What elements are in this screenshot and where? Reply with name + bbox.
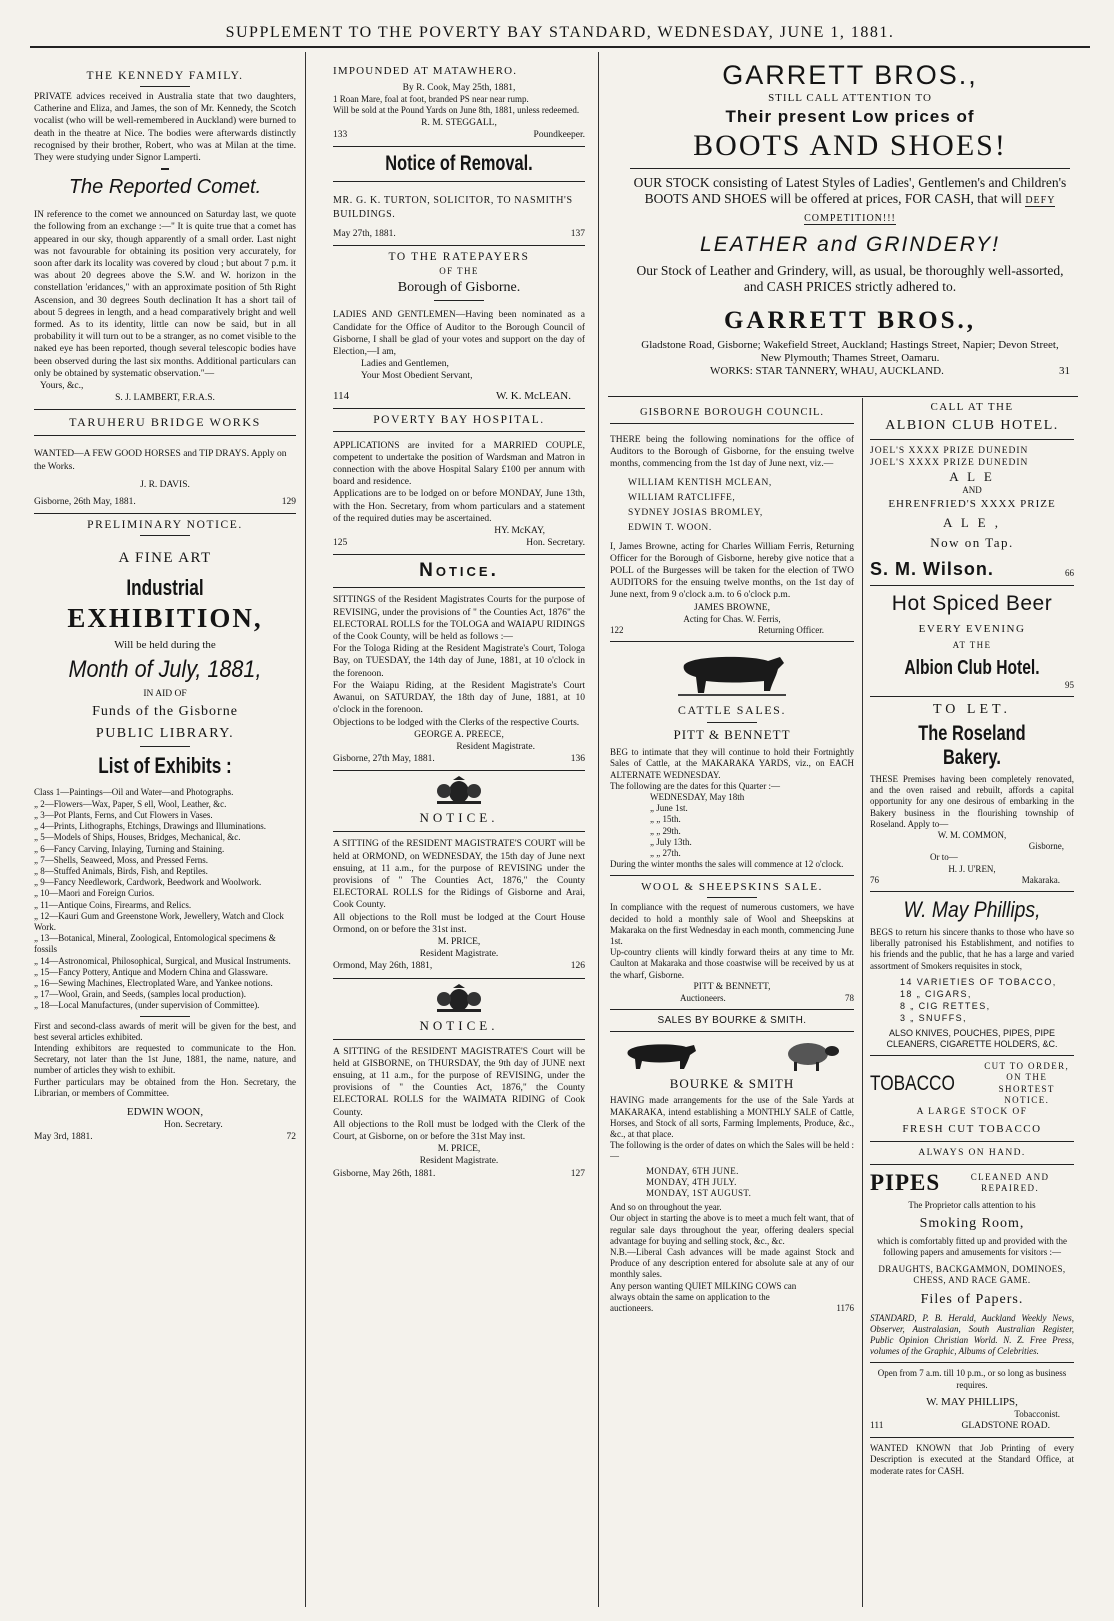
wool-p2: Up-country clients will kindly forward theirs at any time to Mr. Caulton at Makaraka and those coastwise will be received by us at the wharf, Gisborne. (610, 947, 854, 980)
hospital-num: 125 (333, 538, 348, 549)
exhibition-industrial: Industrial (126, 575, 204, 601)
exhibit-class: „ 12—Kauri Gum and Greenstone Work, Jewellery, Watch and Clock Work. (34, 910, 284, 932)
rule (870, 585, 1074, 586)
bourke-p2: The following is the order of dates on which the Sales will be held :— (610, 1140, 854, 1162)
comet-title: The Reported Comet. (68, 176, 262, 199)
notice3-date: Gisborne, May 26th, 1881. (333, 1168, 436, 1179)
rule (870, 439, 1074, 440)
bourke-dates (610, 1166, 854, 1200)
garrett-addr: Gladstone Road, Gisborne; Wakefield Street, Auckland; Hastings Street, Napier; Devon Street, New Plymouth; Thames Street, Oamaru. (641, 339, 1059, 364)
royal-arms-icon (429, 776, 489, 806)
exhibit-class: „ 7—Shells, Seaweed, Moss, and Pressed Ferns. (34, 854, 208, 865)
bourke-text: HAVING made arrangements for the use of the Sale Yards at MAKARAKA, intend establishing a MONTHLY SALE of Cattle, Horses, and Stock of all sorts, Farming Implements, Produce, &c., &c., at that place. (610, 1095, 854, 1139)
exhibit-class: „ 9—Fancy Needlework, Cardwork, Beedwork and Woolwork. (34, 877, 262, 888)
albion-call: CALL AT THE (930, 401, 1014, 413)
spiced-title: Hot Spiced Beer (891, 591, 1053, 615)
albion-joel2: JOEL'S XXXX PRIZE DUNEDIN (870, 458, 1029, 469)
exhibition-month: Month of July, 1881, (68, 656, 262, 684)
phillips-also: ALSO KNIVES, POUCHES, PIPES, PIPE CLEANERS, CIGARETTE HOLDERS, &C. (886, 1027, 1058, 1050)
wool-num: 78 (845, 993, 854, 1004)
bourke-p6: Any person wanting QUIET MILKING COWS can always obtain the same on application to the auctioneers. (610, 1280, 797, 1313)
hospital-role: Hon. Secretary. (526, 538, 585, 549)
phillips-fresh: FRESH CUT TOBACCO (902, 1123, 1042, 1136)
phillips-text: BEGS to return his sincere thanks to those who have so liberally patronised his Establishment, and notifies to his friends and the public, that he has a large and varied assortment of Smokers requisites in stock, (870, 927, 1074, 971)
garrett-stock (630, 175, 1070, 227)
cattle-winter: During the winter months the sales will commence at 12 o'clock. (610, 859, 844, 870)
notice1-text: SITTINGS of the Resident Magistrates Courts for the purpose of REVISING, under the provisions of " the Counties Act, 1876" the ELECTORAL ROLLS for the TOLOGA and WAIAPU RIDINGS of the Cook County, will be held as follows :— (333, 595, 585, 643)
rule (333, 245, 585, 246)
taruheru-text: WANTED—A FEW GOOD HORSES and TIP DRAYS. Apply on the Works. (34, 449, 287, 472)
notice2-text: A SITTING of the RESIDENT MAGISTRATE'S COURT will be held at ORMOND, on WEDNESDAY, the 15th day of June next ensuing, at 11 a.m., for the purpose of REVISING under the provisions of " The Counties Act, 1876," the County ELECTORAL ROLLS for the Ridings of Gisborne and Arai, Cook County. (333, 839, 585, 911)
garrett-num: 31 (1059, 365, 1070, 377)
spiced-at: AT THE (952, 639, 992, 650)
rule (630, 168, 1070, 169)
albion-joel-block (870, 445, 1074, 469)
council-role: Acting for Chas. W. Ferris, (683, 613, 781, 624)
impounded-by: By R. Cook, May 25th, 1881, (402, 83, 516, 93)
council-name: EDWIN T. WOON. (628, 522, 712, 533)
bull-icon (672, 647, 792, 699)
exhibition-funds: Funds of the Gisborne (92, 704, 238, 720)
phillips-line: 18 „ CIGARS, (900, 988, 972, 999)
phillips-addr: GLADSTONE ROAD. (961, 1420, 1050, 1431)
bakery-num: 76 (870, 874, 879, 885)
phillips-cleaned: CLEANED AND REPAIRED. (970, 1172, 1050, 1194)
ratepayers-title: TO THE RATEPAYERS (388, 251, 530, 264)
hospital-title: POVERTY BAY HOSPITAL. (373, 413, 545, 426)
rule (610, 1009, 854, 1010)
rule (870, 1437, 1074, 1438)
exhibit-class: „ 4—Prints, Lithographs, Etchings, Drawings and Illuminations. (34, 821, 266, 832)
exhibition-date: May 3rd, 1881. (34, 1132, 93, 1143)
exhibit-class: „ 2—Flowers—Wax, Paper, S ell, Wool, Leather, &c. (34, 798, 227, 809)
notice1-sign: GEORGE A. PREECE, (414, 729, 504, 740)
albion-wilson: S. M. Wilson. (870, 558, 994, 579)
phillips-title: W. May Phillips, (903, 897, 1041, 923)
phillips-sign: W. MAY PHILLIPS, (926, 1395, 1018, 1408)
notice2-title: NOTICE. (419, 810, 499, 826)
exhibit-class: „ 11—Antique Coins, Firearms, and Relics. (34, 899, 192, 910)
sheep-icon (780, 1037, 842, 1073)
animal-illustrations (610, 1037, 854, 1073)
notice3-sign: M. PRICE, (437, 1144, 481, 1155)
bakery-text: THESE Premises having been completely renovated, and the oven raised and rebuilt, affords a capital opportunity for any one desirous of embarking in the Bakery business in the flourishing township of Roseland. Apply to— (870, 774, 1074, 829)
garrett-still: STILL CALL ATTENTION TO (768, 92, 932, 104)
bourke-date: MONDAY, 6TH JUNE. (646, 1165, 739, 1176)
council-title: GISBORNE BOROUGH COUNCIL. (640, 407, 824, 418)
dash (140, 86, 190, 87)
cattle-date: „ „ 27th. (650, 848, 681, 859)
bakery-a1b: Gisborne, (1028, 841, 1064, 852)
notice3-num: 127 (570, 1168, 585, 1179)
removal-title: Notice of Removal. (385, 152, 533, 176)
bourke-p4: Our object in starting the above is to meet a much felt want, that of regular sale days throughout the year, offering dealers special advantage for buying and selling stock, &c., &c. (610, 1213, 854, 1246)
rule (333, 587, 585, 588)
exhibition-awards: First and second-class awards of merit will be given for the best, and best several articles exhibited. (34, 1020, 296, 1042)
garrett-stock-text: OUR STOCK consisting of Latest Styles of Ladies', Gentlemen's and Children's BOOTS AND SHOES will be offered at prices, FOR CASH, that will (633, 175, 1067, 206)
column-divider (598, 52, 599, 1607)
rule (608, 396, 1078, 397)
cattle-date: „ „ 15th. (650, 814, 681, 825)
dash (707, 897, 757, 898)
exhibit-class: „ 5—Models of Ships, Houses, Bridges, Mechanical, &c. (34, 832, 241, 843)
hospital-sign: HY. McKAY, (494, 526, 545, 537)
notice1-title: Notice. (419, 560, 499, 582)
phillips-always: ALWAYS ON HAND. (918, 1148, 1026, 1159)
impounded-role: Poundkeeper. (533, 129, 585, 140)
hospital-text2: Applications are to be lodged on or before MONDAY, June 13th, with the Hon. Secretary, from whom particulars and a statement of the required duties may be ascertained. (333, 489, 585, 524)
council-text: THERE being the following nominations for the office of Auditors to the Borough of Gisborne, for the ensuing twelve months, commencing from the 1st day of June next, viz.— (610, 435, 854, 470)
exhibition-inaid: IN AID OF (143, 689, 187, 700)
wool-title: WOOL & SHEEPSKINS SALE. (641, 881, 823, 894)
rule (333, 978, 585, 979)
wool-sign: PITT & BENNETT, (693, 981, 771, 992)
bourke-date: MONDAY, 1ST AUGUST. (646, 1187, 752, 1198)
council-sign: JAMES BROWNE, (693, 602, 770, 613)
rule (870, 1055, 1074, 1056)
rule (870, 1164, 1074, 1165)
rule (870, 1141, 1074, 1142)
cattle-date: WEDNESDAY, May 18th (650, 792, 745, 803)
ratepayers-of: OF THE (439, 266, 479, 277)
phillips-large: A LARGE STOCK OF (916, 1107, 1028, 1118)
phillips-cut: CUT TO ORDER, ON THE SHORTEST NOTICE. (984, 1061, 1070, 1105)
notice1-num: 136 (570, 754, 585, 765)
garrett-title: GARRETT BROS., (722, 60, 978, 90)
ratepayers-l2: Your Most Obedient Servant, (361, 371, 473, 382)
wool-role: Auctioneers. (680, 993, 726, 1004)
phillips-which: which is comfortably fitted up and provided with the following papers and amusements for visitors :— (877, 1235, 1067, 1257)
council-name: WILLIAM KENTISH MCLEAN, (628, 477, 772, 488)
rule (333, 408, 585, 409)
phillips-games: DRAUGHTS, BACKGAMMON, DOMINOES, CHESS, AND RACE GAME. (878, 1264, 1066, 1286)
impounded-item: 1 Roan Mare, foal at foot, branded PS near near rump. (333, 94, 529, 105)
ratepayers-sign: W. K. McLEAN. (495, 389, 571, 402)
council-p2: I, James Browne, acting for Charles William Ferris, Returning Officer for the Borough of Gisborne, hereby give notice that a POLL of the Burgesses will be taken for the election of TWO AUDITORS for the ensuing twelve months, on the 1st day of June next, from 9 o'clock a.m. to 6 o'clock p.m. (610, 541, 854, 601)
council-name: SYDNEY JOSIAS BROMLEY, (628, 507, 763, 518)
taruheru-title: TARUHERU BRIDGE WORKS (69, 415, 261, 430)
exhibits-list-title: List of Exhibits : (98, 753, 232, 779)
notice3-p2: All objections to the Roll must be lodged with the Clerk of the Court, at Gisborne, on or before the 31st May inst. (333, 1119, 585, 1142)
bakery-a2: H. J. U'REN, (948, 863, 996, 874)
cattle-dates (610, 792, 854, 859)
ratepayers-l1: Ladies and Gentlemen, (361, 359, 449, 370)
wool-text: In compliance with the request of numerous customers, we have decided to hold a monthly sale of Wool and Sheepskins at Makaraka on the first Wednesday in each month, commencing June 1st. (610, 902, 854, 947)
rule (333, 770, 585, 771)
phillips-pipes: PIPES (870, 1170, 941, 1196)
impounded-num: 133 (333, 129, 348, 140)
bourke-p3: And so on throughout the year. (610, 1202, 722, 1213)
impounded-sold: Will be sold at the Pound Yards on June 8th, 1881, unless redeemed. (333, 105, 580, 116)
rule (610, 875, 854, 876)
comet-sign: S. J. LAMBERT, F.R.A.S. (115, 393, 215, 404)
ratepayers-num: 114 (333, 389, 350, 402)
cattle-date: „ July 13th. (650, 836, 692, 847)
kennedy-text: PRIVATE advices received in Australia state that two daughters, Catherine and Eliza, and James, the son of Mr. Kennedy, the Scotch vocalist (who will be well-remembered in Auckland) were burned to death in the theatre at Nice. The bodies were afterwards distinctly recognised by their brother, Robert, who was at Milan at the time. They were studying under Signor Lamperti. (34, 92, 296, 164)
bakery-a1: W. M. COMMON, (937, 830, 1007, 841)
hospital-text: APPLICATIONS are invited for a MARRIED COUPLE, competent to undertake the position of Wardsman and Matron in connection with the above Hospital Salary £100 per annum with board and residence. (333, 440, 585, 488)
notice3-text: A SITTING of the RESIDENT MAGISTRATE'S Court will be held at GISBORNE, on THURSDAY, the 9th day of JUNE next ensuing, at 11 a.m., for the purpose of REVISING, under the provisions of " the Counties Act, 1876," the County ELECTORAL ROLLS for the WAIMATA RIDING of Cook County. (333, 1046, 585, 1118)
garrett-stock2: Our Stock of Leather and Grindery, will, as usual, be thoroughly well-assorted, and CASH PRICES strictly adhered to. (636, 263, 1064, 294)
phillips-lines (870, 976, 1074, 1024)
notice1-date: Gisborne, 27th May, 1881. (333, 754, 435, 765)
rule (333, 554, 585, 555)
column-2 (333, 54, 585, 1614)
removal-date: May 27th, 1881. (333, 229, 396, 240)
cattle-firm: PITT & BENNETT (673, 727, 791, 743)
spiced-every: EVERY EVENING (918, 622, 1026, 635)
column-divider (305, 52, 306, 1607)
notice2-num: 126 (570, 961, 585, 972)
garrett-present: Their present Low prices of (725, 107, 975, 126)
phillips-proprietor: The Proprietor calls attention to his (908, 1200, 1036, 1211)
royal-arms-icon (429, 984, 489, 1014)
exhibition-title: EXHIBITION, (67, 603, 263, 634)
albion-and: AND (962, 485, 982, 496)
bakery-a2b: Makaraka. (1021, 874, 1060, 885)
exhibit-class: „ 8—Stuffed Animals, Birds, Fish, and Reptiles. (34, 865, 208, 876)
exhibition-intending: Intending exhibitors are requested to communicate to the Hon. Secretary, not later than the 1st June, 1881, the name, nature, and number of articles they wish to exhibit. (34, 1042, 296, 1076)
exhibition-library: PUBLIC LIBRARY. (95, 726, 235, 742)
notice1-p3: For the Waiapu Riding, at the Resident Magistrate's Court Awanui, on SATURDAY, the 18th day of June, 1881, at 10 o'clock in the forenoon. (333, 680, 585, 716)
notice3-role: Resident Magistrate. (419, 1156, 499, 1167)
cattle-date: „ June 1st. (650, 803, 688, 814)
albion-ale2: A L E , (942, 514, 1002, 530)
exhibit-class: „ 6—Fancy Carving, Inlaying, Turning and Staining. (34, 843, 225, 854)
albion-ale: A L E (949, 469, 995, 485)
dash (161, 168, 169, 170)
prelim-notice: PRELIMINARY NOTICE. (87, 519, 243, 532)
exhibition-fine-art: A FINE ART (118, 550, 212, 567)
garrett-title2: GARRETT BROS., (723, 307, 976, 334)
exhibit-class: „ 14—Astronomical, Philosophical, Surgical, and Musical Instruments. (34, 955, 291, 966)
garrett-advert (630, 54, 1070, 394)
phillips-line: 3 „ SNUFFS, (900, 1012, 967, 1023)
phillips-files: Files of Papers. (920, 1291, 1024, 1307)
exhibit-class: „ 15—Fancy Pottery, Antique and Modern China and Glassware. (34, 966, 268, 977)
exhibition-num: 72 (286, 1132, 296, 1143)
notice3-title: NOTICE. (419, 1017, 499, 1033)
impounded-title: IMPOUNDED AT MATAWHERO. (333, 65, 518, 77)
rule (610, 423, 854, 424)
rule (34, 409, 296, 410)
albion-ehren: EHRENFRIED'S XXXX PRIZE (888, 497, 1056, 510)
cattle-dates-intro: The following are the dates for this Quarter :— (610, 780, 780, 791)
masthead-rule (30, 46, 1090, 48)
exhibit-class: „ 18—Local Manufactures, (under supervision of Committee). (34, 1000, 260, 1011)
bourke-title: SALES BY BOURKE & SMITH. (657, 1015, 807, 1027)
albion-club: ALBION CLUB HOTEL. (885, 418, 1059, 433)
exhibit-class: „ 16—Sewing Machines, Electroplated Ware, and Yankee notions. (34, 977, 273, 988)
phillips-smoking: Smoking Room, (919, 1215, 1025, 1231)
albion-tap: Now on Tap. (930, 534, 1014, 550)
exhibit-class: Class 1—Paintings—Oil and Water—and Photographs. (34, 787, 234, 798)
rule (34, 513, 296, 514)
column-4 (870, 400, 1074, 1614)
council-name: WILLIAM RATCLIFFE, (628, 492, 736, 503)
albion-num: 66 (1065, 568, 1074, 579)
phillips-open: Open from 7 a.m. till 10 p.m., or so long as business requires. (877, 1368, 1067, 1390)
exhibit-class: „ 10—Maori and Foreign Curios. (34, 888, 155, 899)
kennedy-title: THE KENNEDY FAMILY. (86, 70, 244, 82)
council-role2: Returning Officer. (758, 625, 824, 636)
phillips-line: 8 „ CIG RETTES, (900, 1000, 991, 1011)
comet-yours: Yours, &c., (40, 381, 84, 392)
rule (870, 891, 1074, 892)
phillips-pipes-row (870, 1170, 1074, 1196)
wanted-text: WANTED KNOWN that Job Printing of every Description is executed at the Standard Office, at moderate rates for CASH. (870, 1443, 1074, 1476)
cattle-text: BEG to intimate that they will continue to hold their Fortnightly Sales of Cattle, at the MAKARAKA YARDS, viz., on EACH ALTERNATE WEDNESDAY. (610, 747, 854, 780)
cow-icon (622, 1037, 700, 1073)
column-divider (862, 398, 863, 1607)
bourke-firm: BOURKE & SMITH (669, 1076, 795, 1092)
phillips-line: 14 VARIETIES OF TOBACCO, (900, 976, 1057, 987)
rule (870, 696, 1074, 697)
notice1-p4: Objections to be lodged with the Clerks of the respective Courts. (333, 717, 580, 728)
rule (333, 831, 585, 832)
bakery-tolet: TO LET. (932, 702, 1012, 718)
notice1-p2: For the Tologa Riding at the Resident Magistrate's Court, Tologa Bay, on TUESDAY, the 14th day of June, 1881, at 10 o'clock in the forenoon. (333, 644, 585, 679)
column-1 (34, 54, 296, 1614)
exhibition-further: Further particulars may be obtained from the Hon. Secretary, the Librarian, or members of Committee. (34, 1076, 296, 1098)
cattle-date: „ „ 29th. (650, 825, 681, 836)
notice2-date: Ormond, May 26th, 1881, (333, 961, 433, 972)
masthead: SUPPLEMENT TO THE POVERTY BAY STANDARD, WEDNESDAY, JUNE 1, 1881. (225, 24, 895, 41)
notice2-sign: M. PRICE, (437, 936, 481, 947)
taruheru-sign: J. R. DAVIS. (140, 479, 190, 490)
council-names (610, 476, 854, 536)
notice1-role: Resident Magistrate. (456, 741, 535, 752)
exhibit-class: „ 3—Pot Plants, Ferns, and Cut Flowers in Vases. (34, 809, 213, 820)
spiced-num: 95 (1065, 679, 1074, 690)
dash (707, 722, 757, 723)
phillips-num: 111 (870, 1420, 884, 1431)
bourke-num: 1176 (836, 1302, 854, 1313)
bourke-date: MONDAY, 4TH JULY. (646, 1176, 737, 1187)
rule (610, 641, 854, 642)
dash (140, 535, 190, 536)
phillips-tobacco-row (870, 1061, 1074, 1106)
council-num: 122 (610, 625, 624, 636)
phillips-role: Tobacconist. (1014, 1408, 1060, 1419)
rule (333, 181, 585, 182)
impounded-sign: R. M. STEGGALL, (421, 117, 497, 128)
phillips-papers: STANDARD, P. B. Herald, Auckland Weekly News, Observer, Australasian, South Australian Register, Public Opinion Christian World. N. Z. Free Press, volumes of the Graphic, Albums of Celebrities. (870, 1312, 1074, 1357)
garrett-boots: BOOTS AND SHOES! (693, 129, 1007, 162)
bourke-p5: N.B.—Liberal Cash advances will be made against Stock and Produce of any description entered for absolute sale at any of our monthly sales. (610, 1246, 854, 1280)
rule (34, 435, 296, 436)
bakery-or: Or to— (930, 852, 958, 863)
exhibits-list (34, 787, 296, 1011)
exhibition-sign: EDWIN WOON, (126, 1105, 204, 1118)
rule (610, 1031, 854, 1032)
ratepayers-text: LADIES AND GENTLEMEN—Having been nominated as a Candidate for the Office of Auditor to the Borough Council of Gisborne, I shall be glad of your votes and support on the day of Election,—I am, (333, 310, 585, 358)
comet-text: IN reference to the comet we announced on Saturday last, we quote the following from an exchange :—" It is quite true that a comet has appeared in our sky, though apparently of a small order. Last night was not favourable for obtaining its position very accurately, for soon after dark its locality was covered by cloud ; but about 7 p.m. it was about 20 degrees above the S.W. and W. horizon in the constellation 'eridances," with an approximate position of 5th Right Ascension, and 30 degrees South declination It has a short tail of about 5 degrees in length, and a head comparatively bright and well formed. As to its identity, little can now be said, but in all probability it will turn out to be a stranger, as no comet visible to the naked eye has been reported, though several telescopic bodies have been observed during the last six months. Additional particulars can only be obtained by systematic observation."— (34, 210, 296, 379)
ratepayers-borough: Borough of Gisborne. (397, 280, 521, 296)
exhibition-role: Hon. Secretary. (164, 1119, 223, 1130)
garrett-works: WORKS: STAR TANNERY, WHAU, AUCKLAND. (710, 365, 944, 377)
rule (870, 1362, 1074, 1363)
albion-joel1: JOEL'S XXXX PRIZE DUNEDIN (870, 446, 1029, 456)
dash (140, 1016, 190, 1017)
taruheru-num: 129 (281, 497, 296, 508)
exhibition-held: Will be held during the (114, 639, 216, 652)
dash (434, 300, 484, 301)
column-3 (610, 404, 854, 1614)
exhibit-class: „ 17—Wool, Grain, and Seeds, (samples local production). (34, 989, 246, 1000)
exhibit-class: „ 13—Botanical, Mineral, Zoological, Entomological specimens & fossils (34, 933, 276, 955)
phillips-tobacco: TOBACCO (870, 1071, 955, 1095)
removal-num: 137 (570, 229, 585, 240)
dash (140, 746, 190, 747)
garrett-leather: LEATHER and GRINDERY! (700, 233, 1000, 256)
cattle-title: CATTLE SALES. (677, 703, 787, 718)
notice2-p2: All objections to the Roll must be lodged at the Court House Ormond, on or before the 31st inst. (333, 912, 585, 935)
garrett-defy: DEFY COMPETITION!!! (804, 195, 1056, 224)
notice2-role: Resident Magistrate. (419, 949, 499, 960)
rule (333, 431, 585, 432)
removal-text: MR. G. K. TURTON, SOLICITOR, TO NASMITH'S BUILDINGS. (333, 195, 573, 221)
rule (333, 146, 585, 147)
taruheru-date: Gisborne, 26th May, 1881. (34, 497, 136, 508)
rule (333, 1039, 585, 1040)
bakery-title: The Roseland Bakery. (918, 722, 1026, 770)
spiced-hotel: Albion Club Hotel. (904, 656, 1040, 679)
